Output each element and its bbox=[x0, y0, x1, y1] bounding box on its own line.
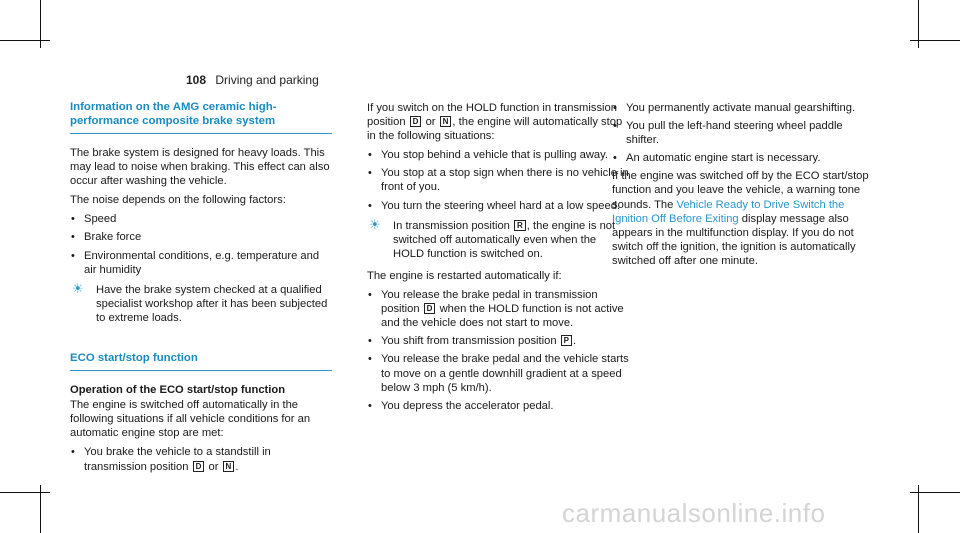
lightbulb-icon: ☀ bbox=[72, 280, 84, 296]
lightbulb-icon: ☀ bbox=[369, 216, 381, 232]
list-item bbox=[367, 334, 629, 348]
note-text: , the engine is not switched off automatically even when the HOLD function is switched on. bbox=[393, 219, 616, 260]
list-item-text: You brake the vehicle to a standstill in transmission position bbox=[84, 446, 271, 473]
list-item: • You pull the left-hand steering wheel paddle shifter. bbox=[612, 119, 874, 147]
section-heading-eco: ECO start/stop function bbox=[70, 351, 332, 371]
paragraph-text: If the engine was switched off by the ECO start/stop function and you leave the vehicle, a warning tone sounds. The bbox=[612, 170, 869, 211]
paragraph bbox=[612, 169, 874, 268]
paragraph: The noise depends on the following factors: bbox=[70, 194, 286, 207]
list-item: • Speed bbox=[70, 212, 332, 226]
list-item-text: You release the brake pedal in transmission position bbox=[381, 289, 598, 316]
punctuation: . bbox=[235, 460, 239, 473]
list-item: • You release the brake pedal and the vehicle starts to move on a gentle downhill gradient at a speed below 3 mph (5 km/h). bbox=[367, 352, 629, 394]
crop-mark bbox=[0, 492, 50, 493]
crop-mark bbox=[910, 492, 960, 493]
bullet-list bbox=[70, 212, 332, 276]
list-item-text: You shift from transmission position bbox=[381, 335, 557, 348]
column-3 bbox=[612, 101, 874, 273]
list-item bbox=[70, 445, 332, 473]
crop-mark bbox=[910, 40, 960, 41]
paragraph-text: , the engine will automatically stop in the following situations: bbox=[367, 116, 623, 143]
subheading: Operation of the ECO start/stop function bbox=[70, 384, 286, 397]
page-number: 108 bbox=[186, 73, 207, 87]
key-d-icon: D bbox=[193, 461, 205, 472]
section-title: Driving and parking bbox=[215, 73, 319, 87]
list-item: • You turn the steering wheel hard at a low speed. bbox=[367, 199, 629, 213]
column-2 bbox=[367, 101, 629, 417]
paragraph-text: display message also appears in the multifunction display. If you do not switch off the ignition, the ignition is automatically switched off after one minute. bbox=[612, 212, 856, 267]
watermark: carmanualsonline.info bbox=[562, 498, 826, 528]
key-n-icon: N bbox=[440, 116, 452, 127]
key-n-icon: N bbox=[223, 461, 235, 472]
bullet-list bbox=[367, 148, 629, 212]
crop-mark bbox=[0, 40, 50, 41]
list-item: • You stop behind a vehicle that is pulling away. bbox=[367, 148, 629, 162]
conjunction: or bbox=[208, 460, 219, 473]
bullet-list bbox=[612, 101, 874, 165]
key-d-icon: D bbox=[410, 116, 422, 127]
key-p-icon: P bbox=[561, 335, 572, 346]
note-text: Have the brake system checked at a qualified specialist workshop after it has been subjected to extreme loads. bbox=[96, 283, 328, 324]
list-item-text: when the HOLD function is not active and the vehicle does not start to move. bbox=[381, 303, 624, 330]
note bbox=[367, 216, 629, 261]
list-item: • You stop at a stop sign when there is no vehicle in front of you. bbox=[367, 166, 629, 194]
paragraph bbox=[367, 101, 629, 143]
key-d-icon: D bbox=[424, 303, 436, 314]
conjunction: or bbox=[425, 116, 436, 129]
note-text: In transmission position bbox=[393, 219, 510, 232]
list-item: • Brake force bbox=[70, 230, 332, 244]
key-r-icon: R bbox=[514, 220, 526, 231]
list-item: • You permanently activate manual gearshifting. bbox=[612, 101, 874, 115]
bullet-list bbox=[367, 288, 629, 413]
list-item bbox=[367, 288, 629, 330]
list-item: • An automatic engine start is necessary. bbox=[612, 151, 874, 165]
page-header bbox=[186, 73, 319, 87]
column-1 bbox=[70, 100, 332, 478]
note bbox=[70, 280, 332, 325]
paragraph: The engine is restarted automatically if: bbox=[367, 269, 562, 282]
display-message-link[interactable]: Vehicle Ready to Drive Switch the Ignition Off Before Exiting bbox=[612, 198, 845, 225]
bullet-list bbox=[70, 445, 332, 473]
punctuation: . bbox=[573, 335, 577, 348]
paragraph: The engine is switched off automatically in the following situations if all vehicle conditions for an automatic engine stop are met: bbox=[70, 399, 311, 440]
paragraph-text: If you switch on the HOLD function in transmission position bbox=[367, 102, 617, 129]
section-heading-ceramic-brakes: Information on the AMG ceramic high-performance composite brake system bbox=[70, 100, 332, 134]
paragraph: The brake system is designed for heavy loads. This may lead to noise when braking. This effect can also occur after washing the vehicle. bbox=[70, 147, 330, 188]
list-item: • You depress the accelerator pedal. bbox=[367, 399, 629, 413]
list-item: • Environmental conditions, e.g. temperature and air humidity bbox=[70, 249, 332, 277]
